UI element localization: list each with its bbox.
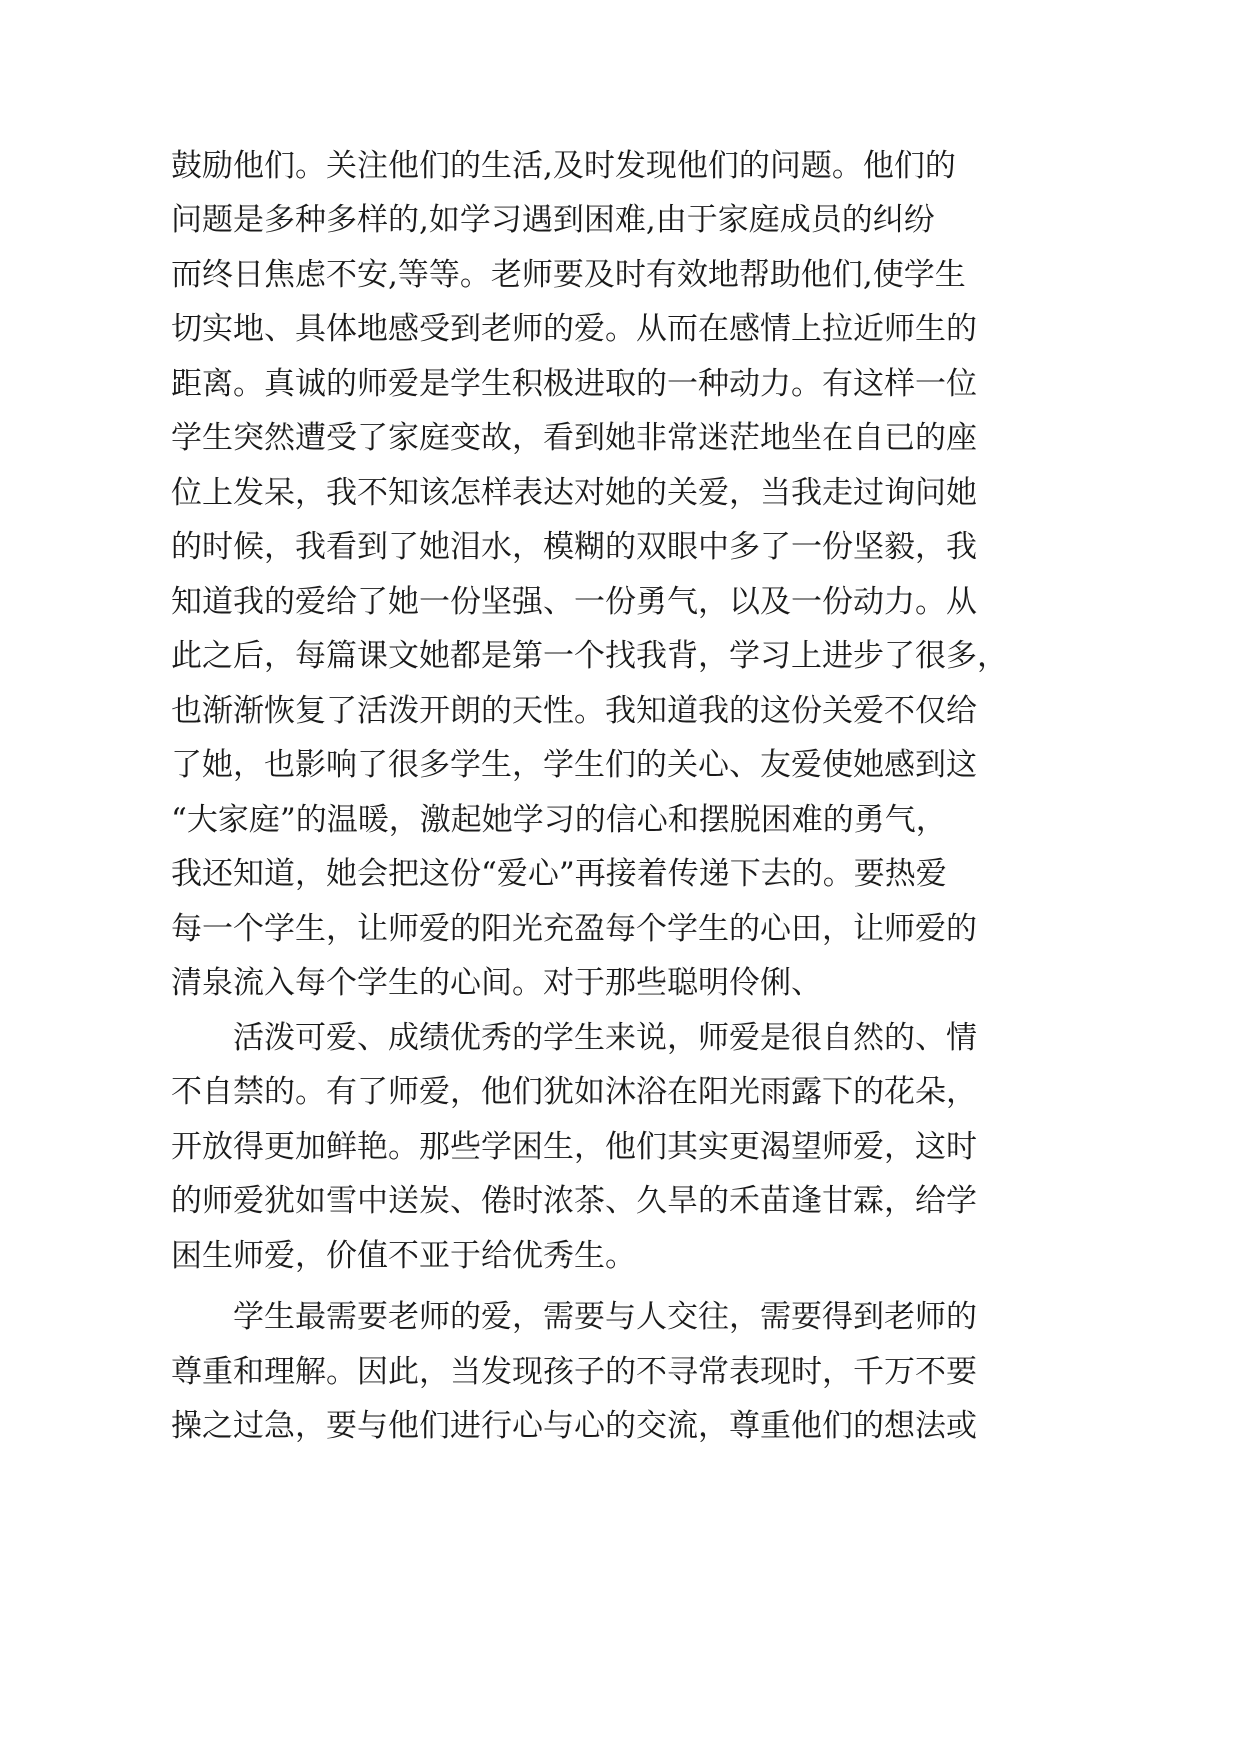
text-line: 每一个学生，让师爱的阳光充盈每个学生的心田，让师爱的 — [171, 911, 977, 947]
text-line: 开放得更加鲜艳。那些学困生，他们其实更渴望师爱，这时 — [171, 1129, 977, 1165]
text-line: 尊重和理解。因此，当发现孩子的不寻常表现时，千万不要 — [171, 1354, 977, 1390]
text-line: 问题是多种多样的,如学习遇到困难,由于家庭成员的纠纷 — [171, 202, 935, 238]
text-line: 的时候，我看到了她泪水，模糊的双眼中多了一份坚毅，我 — [171, 529, 977, 565]
text-line: 鼓励他们。关注他们的生活,及时发现他们的问题。他们的 — [171, 148, 956, 184]
paragraph-first-line: 学生最需要老师的爱，需要与人交往，需要得到老师的 — [233, 1299, 977, 1335]
text-line: 位上发呆，我不知该怎样表达对她的关爱，当我走过询问她 — [171, 475, 977, 511]
text-line: 知道我的爱给了她一份坚强、一份勇气，以及一份动力。从 — [171, 584, 977, 620]
text-line: 学生突然遭受了家庭变故，看到她非常迷茫地坐在自已的座 — [171, 420, 977, 456]
text-line: “大家庭”的温暖，激起她学习的信心和摆脱困难的勇气， — [171, 802, 947, 838]
text-line: 的师爱犹如雪中送炭、倦时浓茶、久旱的禾苗逢甘霖，给学 — [171, 1183, 977, 1219]
text-line: 困生师爱，价值不亚于给优秀生。 — [171, 1238, 636, 1274]
text-line: 清泉流入每个学生的心间。对于那些聪明伶俐、 — [171, 965, 822, 1001]
text-line: 而终日焦虑不安,等等。老师要及时有效地帮助他们,使学生 — [171, 257, 966, 293]
text-line: 操之过急，要与他们进行心与心的交流，尊重他们的想法或 — [171, 1408, 977, 1444]
text-line: 切实地、具体地感受到老师的爱。从而在感情上拉近师生的 — [171, 311, 977, 347]
text-line: 不自禁的。有了师爱，他们犹如沐浴在阳光雨露下的花朵， — [171, 1074, 977, 1110]
text-line: 此之后，每篇课文她都是第一个找我背，学习上进步了很多， — [171, 638, 1008, 674]
text-line: 也渐渐恢复了活泼开朗的天性。我知道我的这份关爱不仅给 — [171, 693, 977, 729]
text-line: 了她，也影响了很多学生，学生们的关心、友爱使她感到这 — [171, 747, 977, 783]
paragraph-first-line: 活泼可爱、成绩优秀的学生来说，师爱是很自然的、情 — [233, 1020, 977, 1056]
text-line: 我还知道，她会把这份“爱心”再接着传递下去的。要热爱 — [171, 856, 947, 892]
text-line: 距离。真诚的师爱是学生积极进取的一种动力。有这样一位 — [171, 366, 977, 402]
